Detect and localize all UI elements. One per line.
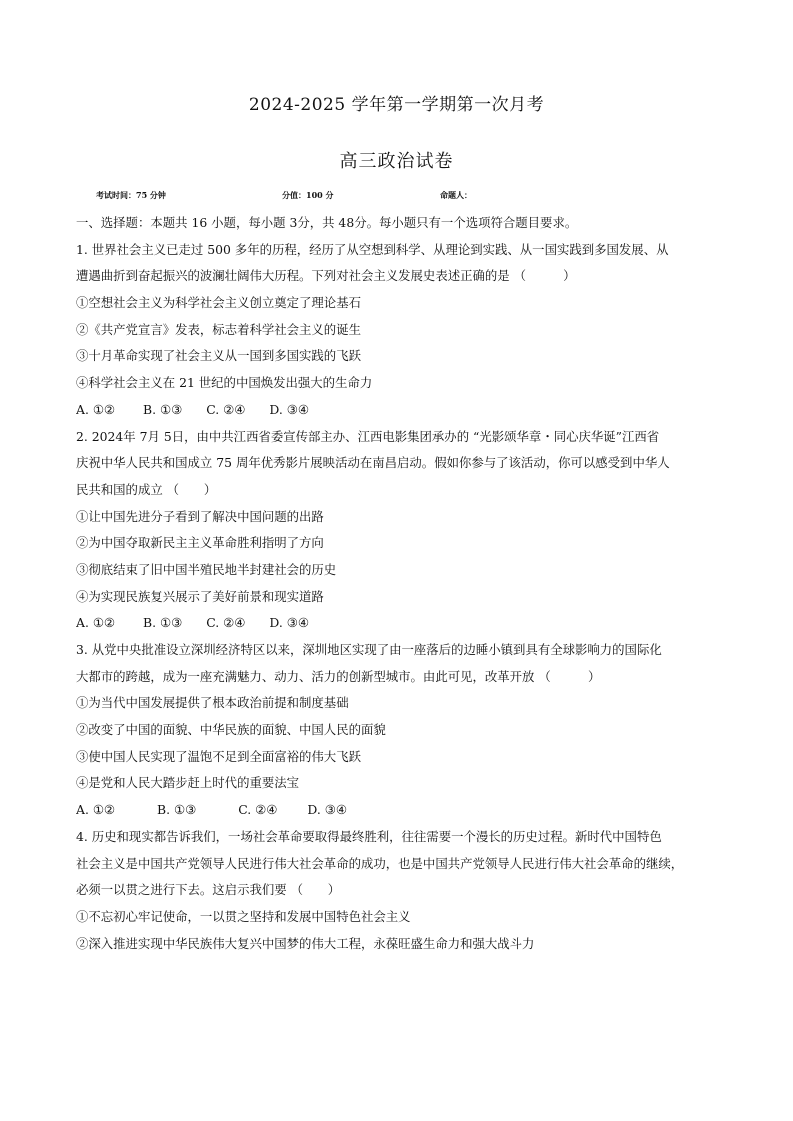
question-stem: 3. 从党中央批准设立深圳经济特区以来，深圳地区实现了由一座落后的边睡小镇到具有全球影响力的国际化 <box>76 642 662 657</box>
exam-title: 2024-2025 学年第一学期第一次月考 <box>248 95 545 115</box>
option-c: C. ②④ <box>238 802 278 818</box>
question-stem: 民共和国的成立 （ ） <box>76 481 217 497</box>
option-d: D. ③④ <box>269 401 309 417</box>
option-a: A. ①② <box>76 802 116 818</box>
question-1 <box>76 237 726 424</box>
question-2 <box>76 424 726 638</box>
option-d: D. ③④ <box>269 615 309 631</box>
section-heading: 一、选择题：本题共 16 小题，每小题 3分，共 48分。每小题只有一个选项符合题目要求。 <box>76 215 578 230</box>
answer-options <box>76 797 726 824</box>
statement: ②《共产党宣言》发表，标志着科学社会主义的诞生 <box>76 321 361 337</box>
statement: ①为当代中国发展提供了根本政治前提和制度基础 <box>76 695 349 711</box>
statement: ①让中国先进分子看到了解决中国问题的出路 <box>76 508 324 524</box>
question-stem: 遭遇曲折到奋起振兴的波澜壮阔伟大历程。下列对社会主义发展史表述正确的是 （ ） <box>76 268 576 284</box>
statement: ④为实现民族复兴展示了美好前景和现实道路 <box>76 588 324 604</box>
exam-subtitle: 高三政治试卷 <box>339 151 454 172</box>
question-3 <box>76 637 726 824</box>
statement: ④科学社会主义在 21 世纪的中国焕发出强大的生命力 <box>76 375 373 391</box>
answer-options <box>76 610 726 637</box>
exam-author: 命题人： <box>440 190 472 200</box>
statement: ②改变了中国的面貌、中华民族的面貌、中国人民的面貌 <box>76 722 386 738</box>
exam-score: 分值：100 分 <box>282 190 334 200</box>
statement: ①不忘初心牢记使命，一以贯之坚持和发展中国特色社会主义 <box>76 908 411 924</box>
exam-time: 考试时间：75 分钟 <box>96 190 166 200</box>
option-a: A. ①② <box>76 615 116 631</box>
question-stem: 大都市的跨越，成为一座充满魅力、动力、活力的创新型城市。由此可见，改革开放 （ ） <box>76 668 601 684</box>
option-d: D. ③④ <box>307 802 347 818</box>
question-stem: 1. 世界社会主义已走过 500 多年的历程，经历了从空想到科学、从理论到实践、从一国实践到多国发展、从 <box>76 241 669 257</box>
statement: ③彻底结束了旧中国半殖民地半封建社会的历史 <box>76 561 337 577</box>
question-stem: 4. 历史和现实都告诉我们，一场社会革命要取得最终胜利，往往需要一个漫长的历史过程。新时代中国特色 <box>76 828 662 844</box>
statement: ①空想社会主义为科学社会主义创立奠定了理论基石 <box>76 295 361 311</box>
question-stem: 社会主义是中国共产党领导人民进行伟大社会革命的成功，也是中国共产党领导人民进行伟大社会革命的继续， <box>76 855 684 871</box>
question-stem: 必须一以贯之进行下去。这启示我们要 （ ） <box>76 882 341 898</box>
statement: ③十月革命实现了社会主义从一国到多国实践的飞跃 <box>76 348 361 364</box>
statement: ②为中国夺取新民主主义革命胜利指明了方向 <box>76 535 324 551</box>
statement: ③使中国人民实现了温饱不足到全面富裕的伟大飞跃 <box>76 748 361 764</box>
option-b: B. ①③ <box>143 615 183 631</box>
question-stem: 2. 2024年 7月 5日，由中共江西省委宣传部主办、江西电影集团承办的 “光影颂华章・同心庆华诞”江西省 <box>76 428 660 444</box>
option-c: C. ②④ <box>206 615 246 631</box>
option-b: B. ①③ <box>157 802 197 818</box>
exam-content <box>76 210 726 957</box>
option-c: C. ②④ <box>206 401 246 417</box>
question-stem: 庆祝中华人民共和国成立 75 周年优秀影片展映活动在南昌启动。假如你参与了该活动，你可以感受到中华人 <box>76 455 670 471</box>
statement: ④是党和人民大踏步赶上时代的重要法宝 <box>76 775 300 791</box>
answer-options <box>76 397 726 424</box>
option-b: B. ①③ <box>143 401 183 417</box>
question-4 <box>76 824 726 957</box>
statement: ②深入推进实现中华民族伟大复兴中国梦的伟大工程，永葆旺盛生命力和强大战斗力 <box>76 935 535 951</box>
option-a: A. ①② <box>76 401 116 417</box>
